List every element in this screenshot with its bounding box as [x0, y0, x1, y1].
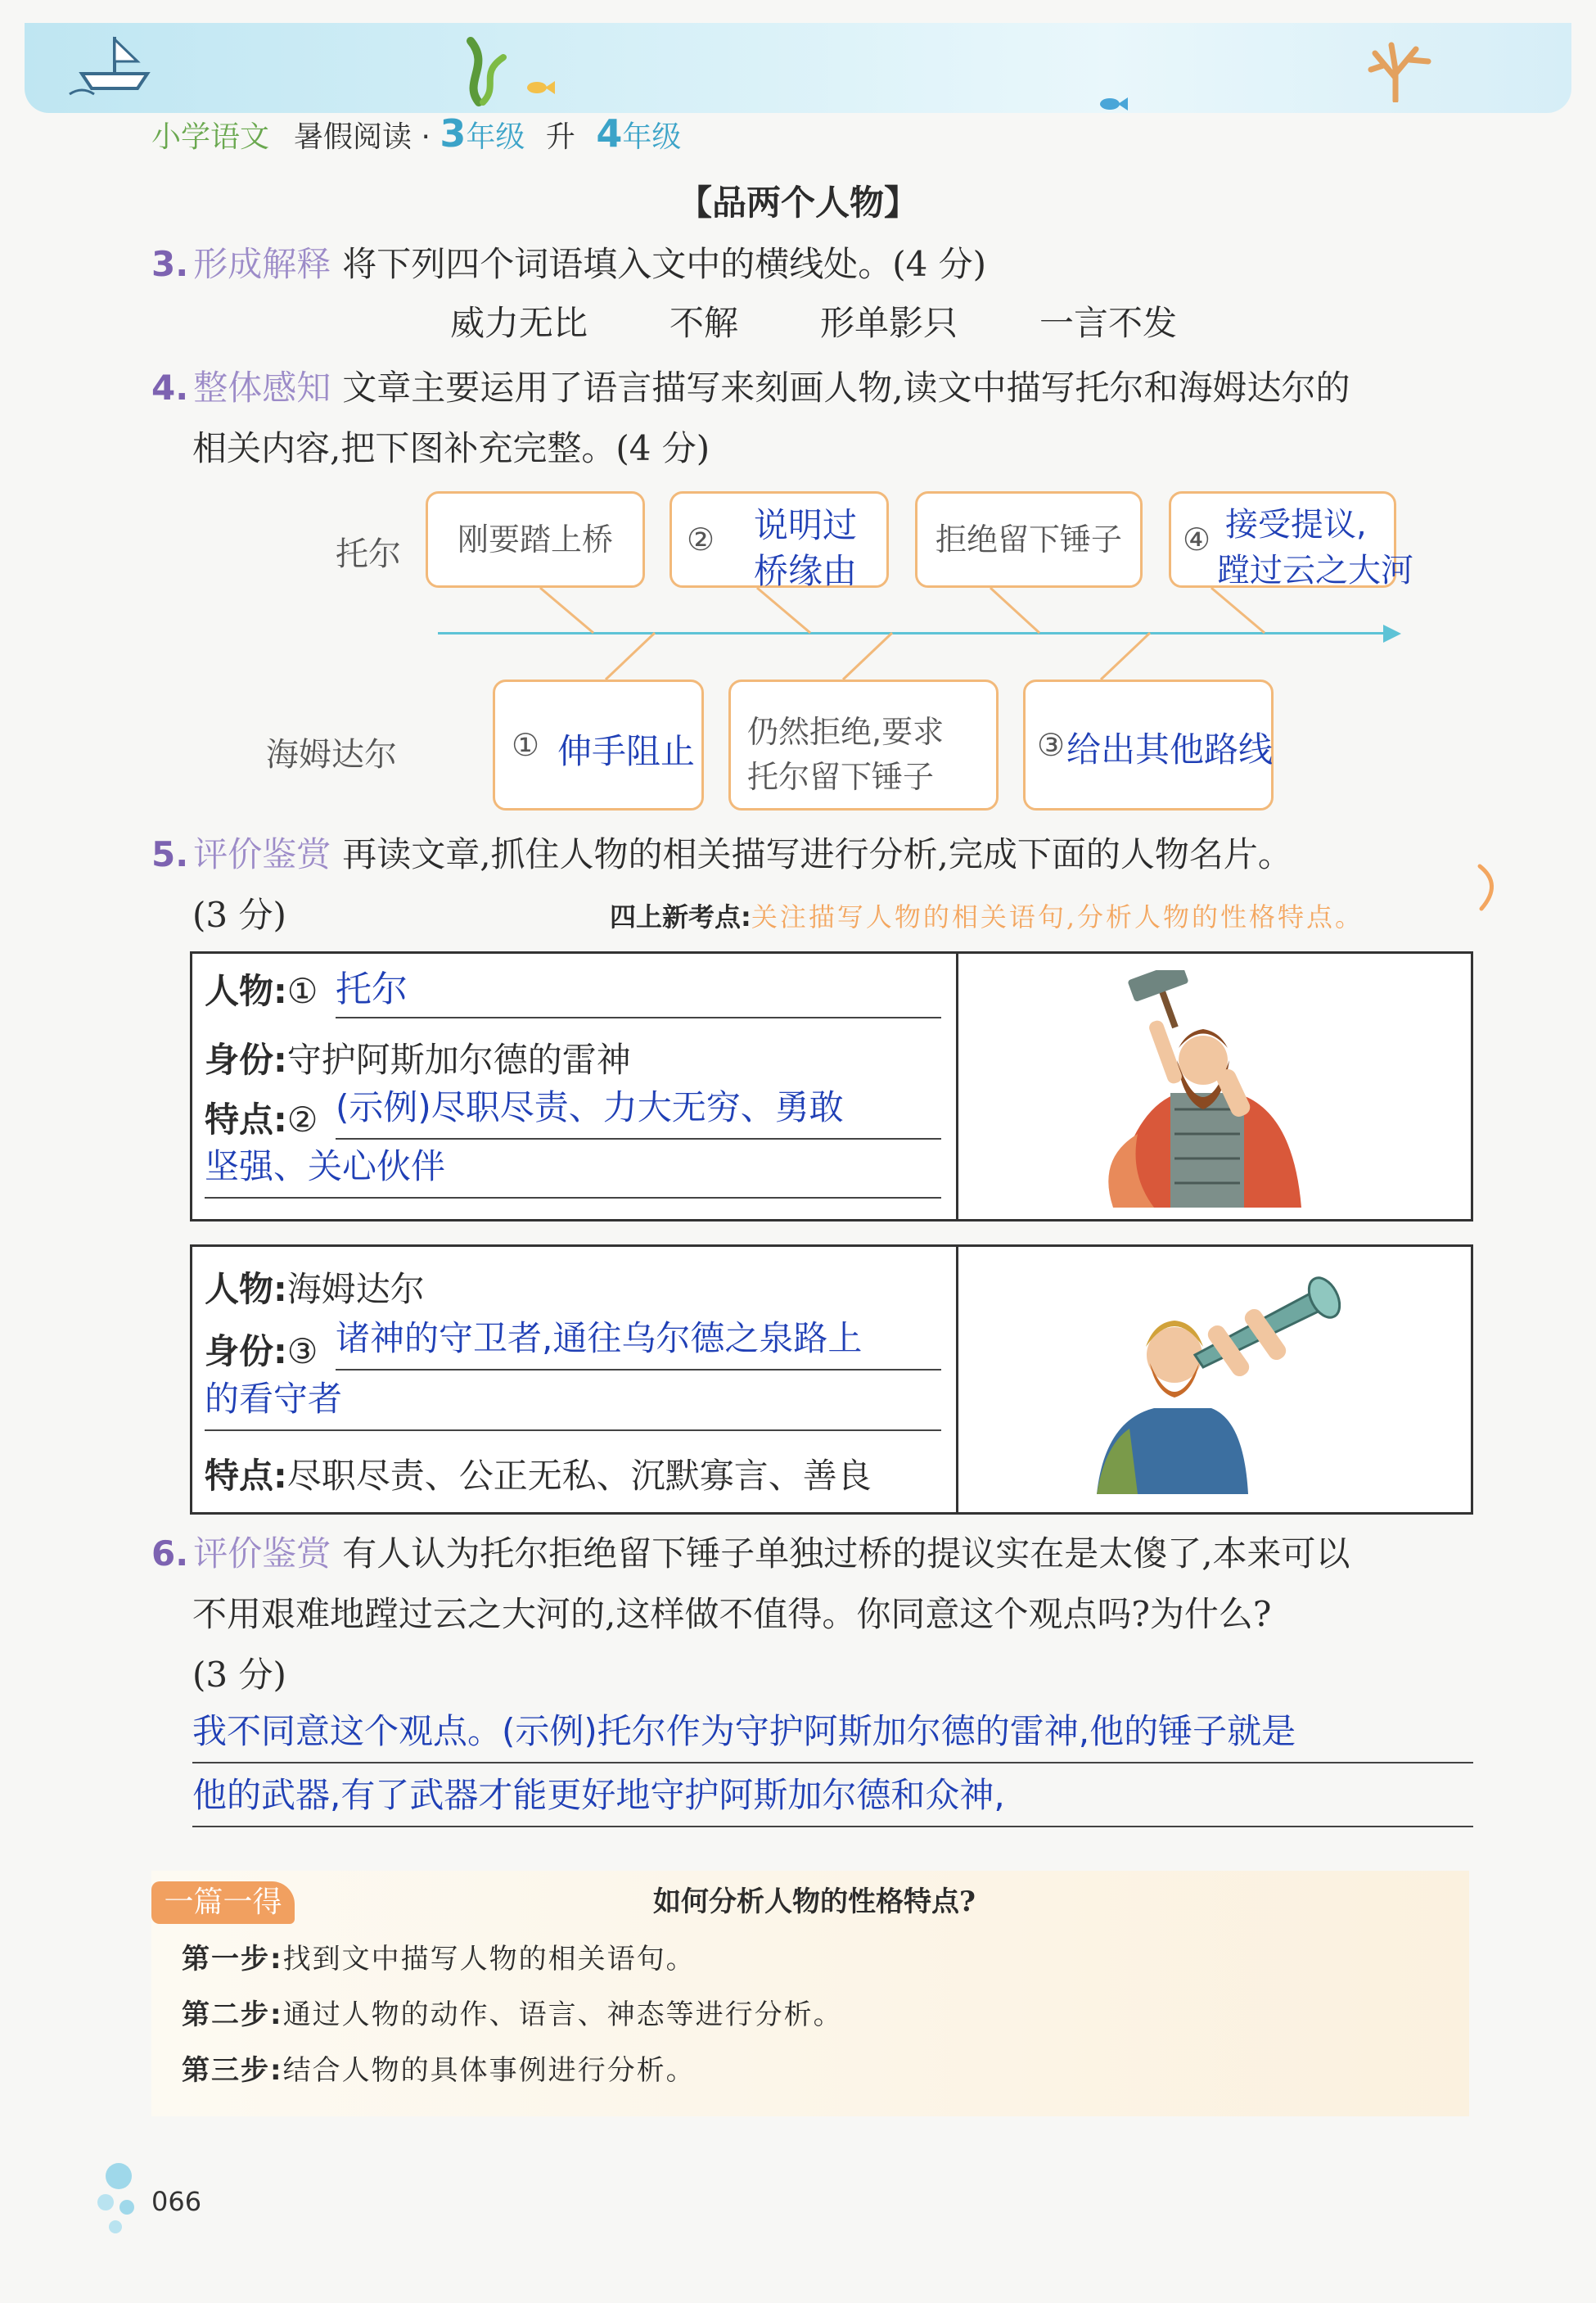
handwritten-answer: 诸神的守卫者,通往乌尔德之泉路上	[336, 1318, 863, 1358]
card1-traits-row	[205, 1093, 318, 1142]
grade-unit: 年级	[622, 120, 682, 154]
heimdall-box-2	[728, 680, 999, 811]
handwritten-answer: 伸手阻止	[557, 731, 696, 771]
grade-to: 4	[596, 111, 623, 156]
tip-step	[182, 1992, 843, 2032]
tip-title: 如何分析人物的性格特点?	[653, 1885, 976, 1918]
book-label: 暑假阅读 ·	[294, 120, 431, 154]
question-6-score: (3 分)	[192, 1655, 286, 1695]
card-divider	[956, 951, 958, 1221]
thor-illustration	[1080, 970, 1326, 1212]
question-5-score: (3 分)	[192, 895, 286, 935]
heimdall-box-3	[1023, 680, 1274, 811]
thor-label: 托尔	[336, 535, 401, 573]
handwritten-answer: 的看守者	[205, 1379, 343, 1419]
handwritten-answer: 我不同意这个观点。(示例)托尔作为守护阿斯加尔德的雷神,他的锤子就是	[192, 1711, 1296, 1751]
answer-marker: ①	[286, 971, 318, 1011]
question-6-line2: 不用艰难地蹚过云之大河的,这样做不值得。你同意这个观点吗?为什么?	[192, 1594, 1272, 1634]
question-4-line2: 相关内容,把下图补充完整。(4 分)	[192, 428, 710, 468]
question-number: 5.	[151, 834, 189, 874]
question-text: 有人认为托尔拒绝留下锤子单独过桥的提议实在是太傻了,本来可以	[342, 1533, 1350, 1574]
heimdall-label: 海姆达尔	[266, 736, 397, 774]
new-exam-point	[610, 896, 1364, 934]
answer-line	[192, 1705, 1473, 1763]
page-number: 066	[151, 2186, 202, 2217]
word-item: 威力无比	[450, 303, 588, 343]
step-text: 结合人物的具体事例进行分析。	[282, 2054, 696, 2087]
section-title: 【品两个人物】	[677, 183, 918, 223]
box-marker: ①	[512, 727, 540, 763]
box-text: 拒绝留下锤子	[935, 522, 1122, 558]
identity-text: 守护阿斯加尔德的雷神	[286, 1040, 631, 1080]
handwritten-answer: 坚强、关心伙伴	[205, 1146, 446, 1186]
box-text: 托尔留下锤子	[747, 759, 935, 795]
answer-line	[336, 960, 941, 1018]
handwritten-answer: 说明过	[754, 505, 858, 545]
handwritten-answer: 给出其他路线	[1066, 729, 1274, 770]
question-text: 再读文章,抓住人物的相关描写进行分析,完成下面的人物名片。	[342, 834, 1292, 874]
handwritten-answer: (示例)尽职尽责、力大无穷、勇敢	[336, 1087, 844, 1127]
field-label: 身份:	[205, 1040, 287, 1080]
word-item: 一言不发	[1039, 303, 1178, 343]
handwritten-answer: 桥缘由	[754, 551, 858, 591]
answer-marker: ③	[286, 1331, 318, 1371]
field-label: 特点:	[205, 1456, 287, 1496]
heimdall-illustration	[1080, 1257, 1350, 1498]
note-label: 四上新考点:	[610, 901, 751, 932]
question-text: 文章主要运用了语言描写来刻画人物,读文中描写托尔和海姆达尔的	[342, 368, 1350, 408]
tip-step	[182, 2048, 696, 2088]
card2-traits-row	[205, 1449, 872, 1498]
question-tag: 形成解释	[193, 244, 331, 284]
grade-from: 3	[440, 111, 467, 156]
question-number: 4.	[151, 368, 189, 408]
step-label: 第二步:	[182, 1998, 283, 2031]
answer-line	[205, 1372, 941, 1431]
word-item: 不解	[670, 303, 739, 343]
tip-tag: 一篇一得	[151, 1881, 295, 1924]
note-text: 关注描写人物的相关语句,分析人物的性格特点。	[751, 901, 1364, 932]
handwritten-answer: 接受提议,	[1225, 506, 1367, 544]
question-tag: 评价鉴赏	[193, 834, 331, 874]
card2-name-row	[205, 1262, 425, 1312]
heimdall-box-1	[493, 680, 704, 811]
question-tag: 评价鉴赏	[193, 1533, 331, 1574]
answer-line	[192, 1768, 1473, 1827]
question-5	[151, 825, 1292, 884]
tip-step	[182, 1936, 696, 1976]
box-marker: ④	[1183, 522, 1211, 558]
word-item: 形单影只	[820, 303, 958, 343]
bubbles-icon	[94, 2161, 151, 2235]
card-divider	[956, 1244, 958, 1515]
card1-name-row	[205, 964, 318, 1014]
field-label: 特点:	[205, 1100, 287, 1140]
question-tag: 整体感知	[193, 368, 331, 408]
handwritten-answer: 托尔	[336, 969, 408, 1010]
answer-line	[336, 1312, 941, 1371]
step-text: 找到文中描写人物的相关语句。	[282, 1943, 696, 1976]
grade-unit: 年级	[466, 120, 525, 154]
step-label: 第一步:	[182, 1943, 283, 1976]
handwritten-answer: 蹚过云之大河	[1217, 552, 1413, 589]
name-text: 海姆达尔	[286, 1269, 425, 1309]
step-text: 通过人物的动作、语言、神态等进行分析。	[282, 1998, 843, 2031]
field-label: 人物:	[205, 1269, 287, 1309]
question-6	[151, 1524, 1350, 1583]
field-label: 人物:	[205, 971, 287, 1011]
answer-marker: ②	[286, 1100, 318, 1140]
handwritten-answer: 他的武器,有了武器才能更好地守护阿斯加尔德和众神,	[192, 1775, 1005, 1815]
card2-identity-row	[205, 1325, 318, 1374]
traits-text: 尽职尽责、公正无私、沉默寡言、善良	[286, 1456, 872, 1496]
step-label: 第三步:	[182, 2054, 283, 2087]
subject-label: 小学语文	[151, 120, 270, 154]
box-text: 刚要踏上桥	[457, 522, 613, 558]
question-number: 6.	[151, 1533, 189, 1574]
box-text: 仍然拒绝,要求	[747, 714, 945, 750]
answer-line	[336, 1081, 941, 1140]
grade-connector: 升	[545, 120, 575, 154]
box-marker: ②	[687, 522, 715, 558]
card1-identity-row	[205, 1033, 631, 1082]
curl-arrow-icon	[1472, 860, 1504, 917]
answer-line	[205, 1140, 941, 1199]
question-number: 3.	[151, 244, 189, 284]
question-text: 将下列四个词语填入文中的横线处。(4 分)	[342, 244, 987, 284]
field-label: 身份:	[205, 1331, 287, 1371]
box-marker: ③	[1037, 727, 1066, 763]
